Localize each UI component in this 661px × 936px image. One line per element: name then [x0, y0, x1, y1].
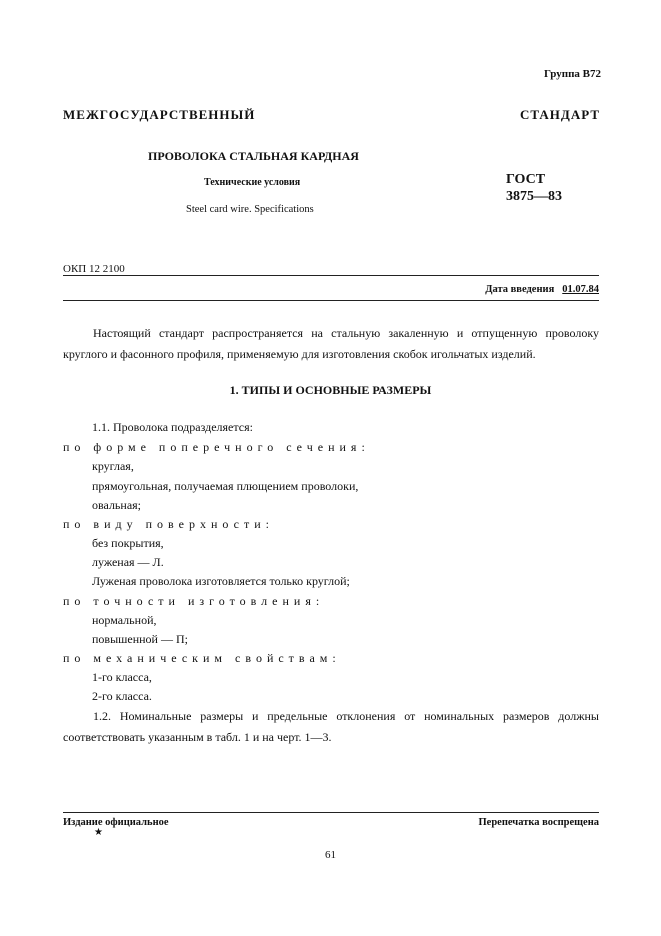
gost-block	[506, 171, 562, 205]
document-subtitle: Технические условия	[204, 177, 301, 188]
divider-date	[63, 300, 599, 301]
gost-number: 3875—83	[506, 189, 562, 204]
mech-class-2: 2-го класса.	[92, 689, 152, 703]
shape-rectangular: прямоугольная, получаемая плющением проволоки,	[92, 479, 359, 493]
shape-oval: овальная;	[92, 498, 142, 512]
divider-top	[63, 275, 599, 276]
clause-1-1: 1.1. Проволока подразделяется:	[92, 420, 253, 434]
page-number: 61	[325, 849, 336, 861]
gost-label: ГОСТ	[506, 172, 546, 187]
classification-by-mechanical: по механическим свойствам:	[63, 651, 341, 665]
accuracy-normal: нормальной,	[92, 613, 157, 627]
intro-date-label: Дата введения	[485, 284, 555, 295]
intro-paragraph: Настоящий стандарт распространяется на стальную закаленную и отпущенную проволоку круглого и фасонного профиля, применяемую для изготовления скобок игольчатых изделий.	[63, 326, 599, 361]
official-edition: Издание официальное	[63, 817, 169, 828]
section-title: 1. ТИПЫ И ОСНОВНЫЕ РАЗМЕРЫ	[229, 383, 432, 397]
surface-uncoated: без покрытия,	[92, 536, 164, 550]
accuracy-increased: повышенной — П;	[92, 632, 188, 646]
introduction-date	[485, 284, 599, 295]
reprint-prohibited: Перепечатка воспрещена	[478, 817, 599, 828]
classification-by-surface: по виду поверхности:	[63, 517, 275, 531]
interstate-standard-heading: МЕЖГОСУДАРСТВЕННЫЙ СТАНДАРТ	[63, 107, 600, 122]
divider-footer	[63, 812, 599, 813]
classification-by-accuracy: по точности изготовления:	[63, 594, 325, 608]
group-code: Группа В72	[543, 68, 601, 80]
surface-tinned: луженая — Л.	[92, 555, 164, 569]
star-icon: ★	[94, 827, 103, 838]
intro-date-value: 01.07.84	[562, 284, 599, 295]
shape-round: круглая,	[92, 459, 134, 473]
classification-by-shape: по форме поперечного сечения:	[63, 440, 370, 454]
document-title: ПРОВОЛОКА СТАЛЬНАЯ КАРДНАЯ	[148, 149, 359, 163]
surface-note: Луженая проволока изготовляется только круглой;	[92, 574, 350, 588]
okp-code: ОКП 12 2100	[63, 263, 125, 275]
clause-1-2: 1.2. Номинальные размеры и предельные отклонения от номинальных размеров должны соответствовать указанным в табл. 1 и на черт. 1—3.	[63, 709, 599, 744]
english-title: Steel card wire. Specifications	[186, 204, 314, 215]
mech-class-1: 1-го класса,	[92, 670, 152, 684]
